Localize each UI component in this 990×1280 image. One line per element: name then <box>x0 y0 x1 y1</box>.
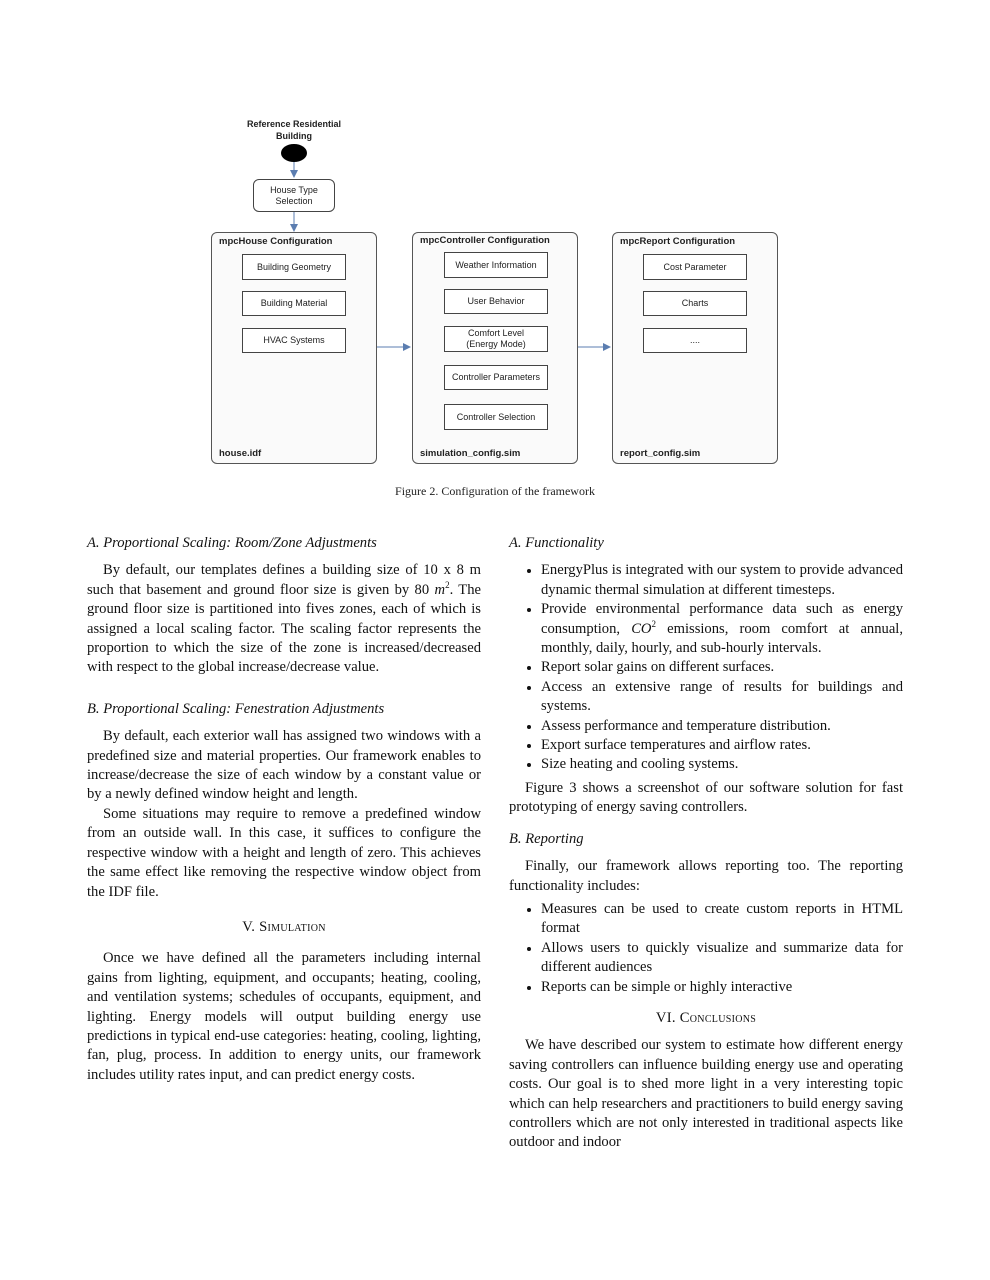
house-type-selection-box: House Type Selection <box>253 179 335 212</box>
section-vi-paragraph: We have described our system to estimate how different energy saving controllers can influence building energy use and operating costs. Our goal is to shed more light in a very interesting topic which can help researchers and practitioners to build energy saving controllers which are not only interested in traditional aspects like outdoor and indoor <box>509 1037 903 1151</box>
report-item-charts: Charts <box>643 291 747 316</box>
framework-figure <box>0 0 990 520</box>
controller-item-controller-selection: Controller Selection <box>444 404 548 430</box>
list-item: • Access an extensive range of results for buildings and systems. <box>541 678 903 717</box>
report-config-file: report_config.sim <box>620 448 701 459</box>
report-config-title: mpcReport Configuration <box>620 236 736 247</box>
controller-item-weather-information: Weather Information <box>444 252 548 278</box>
report-item-ellipsis: .... <box>643 328 747 353</box>
section-v-paragraph: Once we have defined all the parameters including internal gains from lighting, equipment, and occupants; heating, cooling, and ventilation systems; schedules of occupants, equipment, and lighting. Energy models will output building energy use predictions in typical end-use categories: heating, cooling, lighting, fan, plug, process. In addition to energy units, our framework includes utility rates input, and can predict energy costs. <box>87 950 481 1083</box>
list-item: • Assess performance and temperature distribution. <box>541 717 903 736</box>
left-column <box>87 532 481 1085</box>
controller-config-file: simulation_config.sim <box>420 448 521 459</box>
section-a-left-title: A. Proportional Scaling: Room/Zone Adjustments <box>87 535 377 551</box>
section-a-right-paragraph: Figure 3 shows a screenshot of our software solution for fast prototyping of energy saving controllers. <box>509 779 903 816</box>
section-b-left-title: B. Proportional Scaling: Fenestration Adjustments <box>87 700 385 717</box>
house-config-title: mpcHouse Configuration <box>219 236 333 247</box>
section-b-right-title: B. Reporting <box>509 830 584 847</box>
list-item: • Size heating and cooling systems. <box>541 755 903 774</box>
controller-item-controller-parameters: Controller Parameters <box>444 365 548 390</box>
section-vi-title: VI. Conclusions <box>655 1009 757 1026</box>
list-item: • Reports can be simple or highly interactive <box>541 978 903 997</box>
house-item-building-geometry: Building Geometry <box>242 254 346 280</box>
start-label: Reference Residential Building <box>246 119 342 141</box>
list-item: • Provide environmental performance data such as energy consumption, $CO^2$ emissions, room comfort at annual, monthly, daily, hourly, and sub-hourly intervals. <box>541 600 903 658</box>
controller-item-user-behavior: User Behavior <box>444 289 548 314</box>
figure-caption: Figure 2. Configuration of the framework <box>395 484 595 498</box>
section-b-left-paragraph-1: By default, each exterior wall has assigned two windows with a predefined size and material properties. Our framework enables to increase/decrease the size of each window by a constant value or by a newly defined window height and length. <box>87 728 481 803</box>
start-node <box>281 144 307 162</box>
section-b-left-paragraph-2: Some situations may require to remove a predefined window from an outside wall. In this case, it suffices to configure the respective window with a height and length of zero. This achieves the same effect like removing the respective window object from the IDF file. <box>87 805 481 900</box>
house-item-building-material: Building Material <box>242 291 346 316</box>
controller-item-comfort-level: Comfort Level (Energy Mode) <box>444 326 548 352</box>
right-column <box>509 532 903 1153</box>
section-b-right-paragraph: Finally, our framework allows reporting too. The reporting functionality includes: <box>509 858 903 894</box>
section-a-right-title: A. Functionality <box>509 535 604 551</box>
list-item: • EnergyPlus is integrated with our system to provide advanced dynamic thermal simulation at different timesteps. <box>541 561 903 600</box>
house-item-hvac-systems: HVAC Systems <box>242 328 346 353</box>
section-a-left-paragraph: By default, our templates defines a building size of 10 x 8 m such that basement and ground floor size is given by 80 $m^2$. The ground floor size is partitioned into fives zones, each of which is assigned a local scaling factor. The scaling factor represents the proportion to which the size of the zone is increased/decreased with respect to the global increase/decrease value. <box>87 562 481 676</box>
list-item: • Report solar gains on different surfaces. <box>541 658 903 677</box>
controller-config-title: mpcController Configuration <box>420 235 550 246</box>
list-item: • Allows users to quickly visualize and summarize data for different audiences <box>541 939 903 978</box>
functionality-list <box>509 561 903 774</box>
section-v-title: V. Simulation <box>242 918 326 935</box>
report-item-cost-parameter: Cost Parameter <box>643 254 747 280</box>
list-item: • Measures can be used to create custom reports in HTML format <box>541 900 903 939</box>
reporting-list <box>509 900 903 997</box>
house-config-file: house.idf <box>219 448 262 459</box>
list-item: • Export surface temperatures and airflow rates. <box>541 736 903 755</box>
